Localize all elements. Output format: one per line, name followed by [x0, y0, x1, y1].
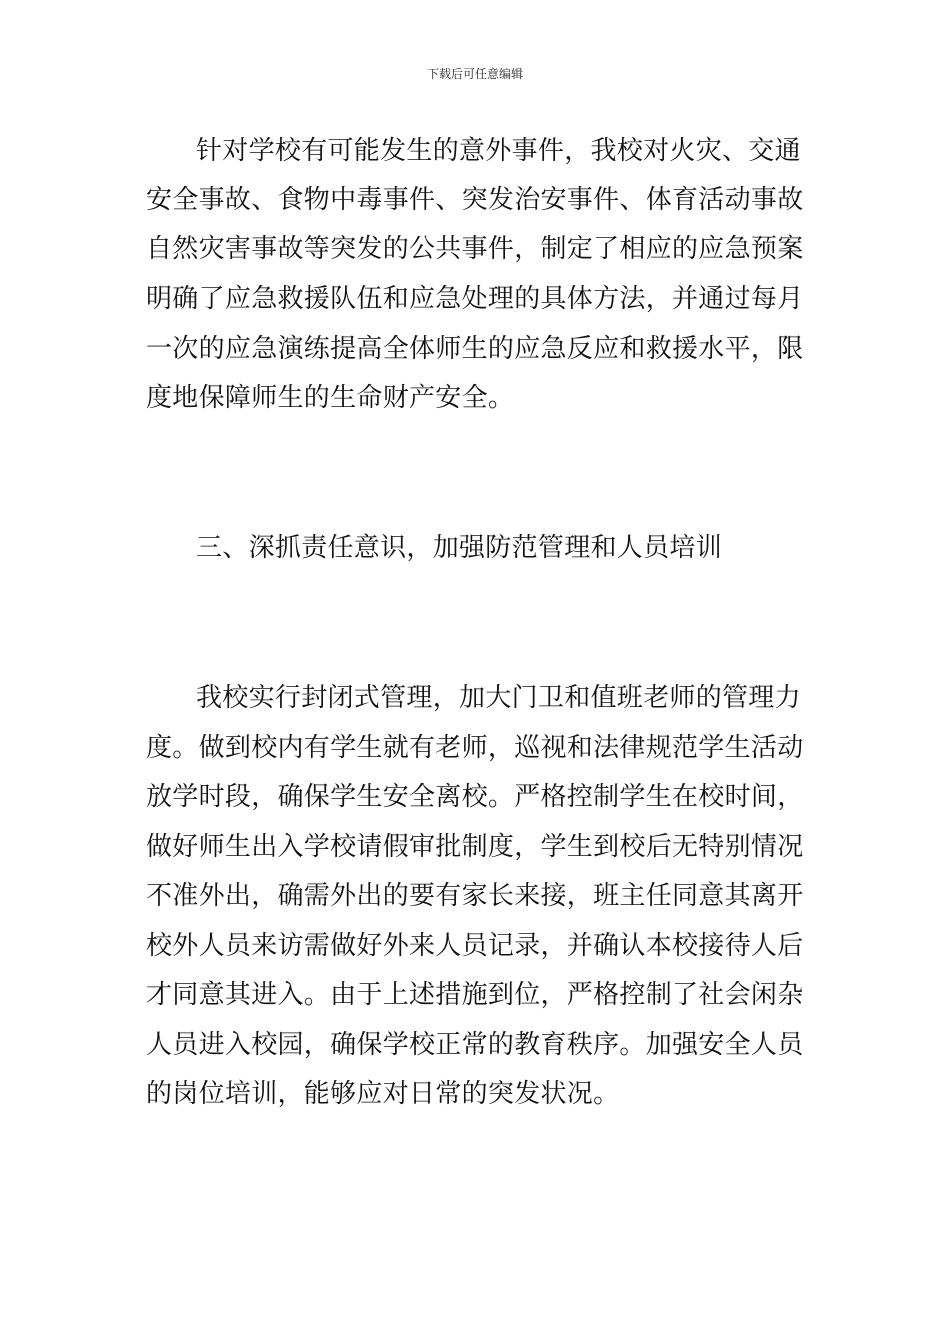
text-line: 安全事故、食物中毒事件、突发治安事件、体育活动事故 — [146, 185, 804, 215]
text-line: 我校实行封闭式管理，加大门卫和值班老师的管理力 — [196, 683, 801, 713]
text-line: 不准外出，确需外出的要有家长来接，班主任同意其离开 — [146, 881, 804, 911]
text-line: 自然灾害事故等突发的公共事件，制定了相应的应急预案 — [146, 234, 804, 264]
text-line: 人员进入校园，确保学校正常的教育秩序。加强安全人员 — [146, 1030, 804, 1060]
text-line: 的岗位培训，能够应对日常的突发状况。 — [146, 1079, 620, 1109]
text-line: 放学时段，确保学生安全离校。严格控制学生在校时间， — [146, 782, 804, 812]
text-line: 校外人员来访需做好外来人员记录，并确认本校接待人后 — [146, 931, 804, 961]
section-heading: 三、深抓责任意识，加强防范管理和人员培训 — [196, 533, 723, 563]
text-line: 做好师生出入学校请假审批制度，学生到校后无特别情况 — [146, 832, 804, 862]
text-line: 明确了应急救援队伍和应急处理的具体方法，并通过每月 — [146, 284, 804, 314]
text-line: 度地保障师生的生命财产安全。 — [146, 383, 515, 413]
text-line: 才同意其进入。由于上述措施到位，严格控制了社会闲杂 — [146, 980, 804, 1010]
text-line: 一次的应急演练提高全体师生的应急反应和救援水平，限 — [146, 334, 804, 364]
page-header: 下载后可任意编辑 — [426, 67, 523, 81]
text-line: 度。做到校内有学生就有老师，巡视和法律规范学生活动 — [146, 733, 804, 763]
text-line: 针对学校有可能发生的意外事件，我校对火灾、交通 — [196, 136, 801, 166]
